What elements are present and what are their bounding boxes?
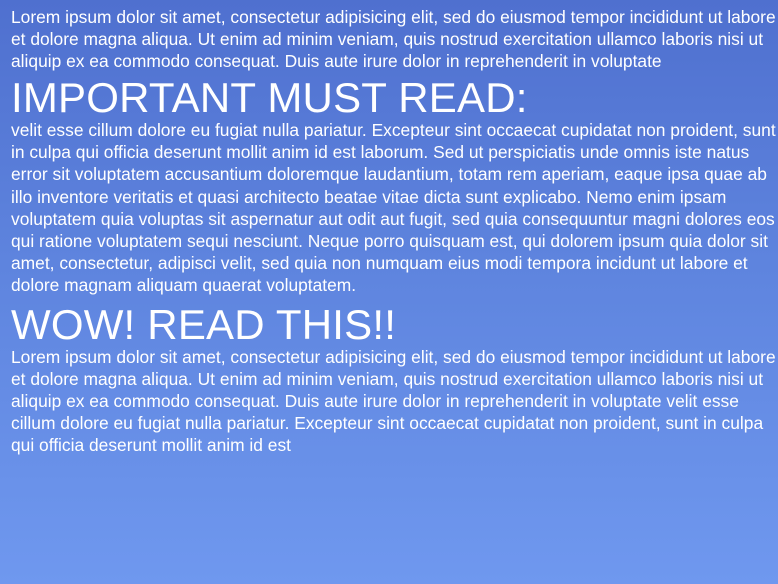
important-heading: IMPORTANT MUST READ: (11, 74, 528, 122)
text-page (11, 6, 776, 457)
intro-paragraph: Lorem ipsum dolor sit amet, consectetur adipisicing elit, sed do eiusmod tempor incididunt ut labore et dolore magna aliqua. Ut enim ad minim veniam, quis nostrud exercitation ullamco laboris nisi ut aliquip ex ea commodo consequat. Duis aute irure dolor in reprehenderit in voluptate (11, 7, 776, 72)
important-paragraph: velit esse cillum dolore eu fugiat nulla pariatur. Excepteur sint occaecat cupidatat non proident, sunt in culpa qui officia deserunt mollit anim id est laborum. Sed ut perspiciatis unde omnis iste natus error sit voluptatem accusantium doloremque laudantium, totam rem aperiam, eaque ipsa quae ab illo inventore veritatis et quasi architecto beatae vitae dicta sunt explicabo. Nemo enim ipsam voluptatem quia voluptas sit aspernatur aut odit aut fugit, sed quia consequuntur magni dolores eos qui ratione voluptatem sequi nesciunt. Neque porro quisquam est, qui dolorem ipsum quia dolor sit amet, consectetur, adipisci velit, sed quia non numquam eius modi tempora incidunt ut labore et dolore magnam aliquam quaerat voluptatem. (11, 120, 776, 295)
wow-paragraph: Lorem ipsum dolor sit amet, consectetur adipisicing elit, sed do eiusmod tempor incididunt ut labore et dolore magna aliqua. Ut enim ad minim veniam, quis nostrud exercitation ullamco laboris nisi ut aliquip ex ea commodo consequat. Duis aute irure dolor in reprehenderit in voluptate velit esse cillum dolore eu fugiat nulla pariatur. Excepteur sint occaecat cupidatat non proident, sunt in culpa qui officia deserunt mollit anim id est (11, 347, 776, 456)
wow-heading: WOW! READ THIS!! (11, 301, 397, 349)
